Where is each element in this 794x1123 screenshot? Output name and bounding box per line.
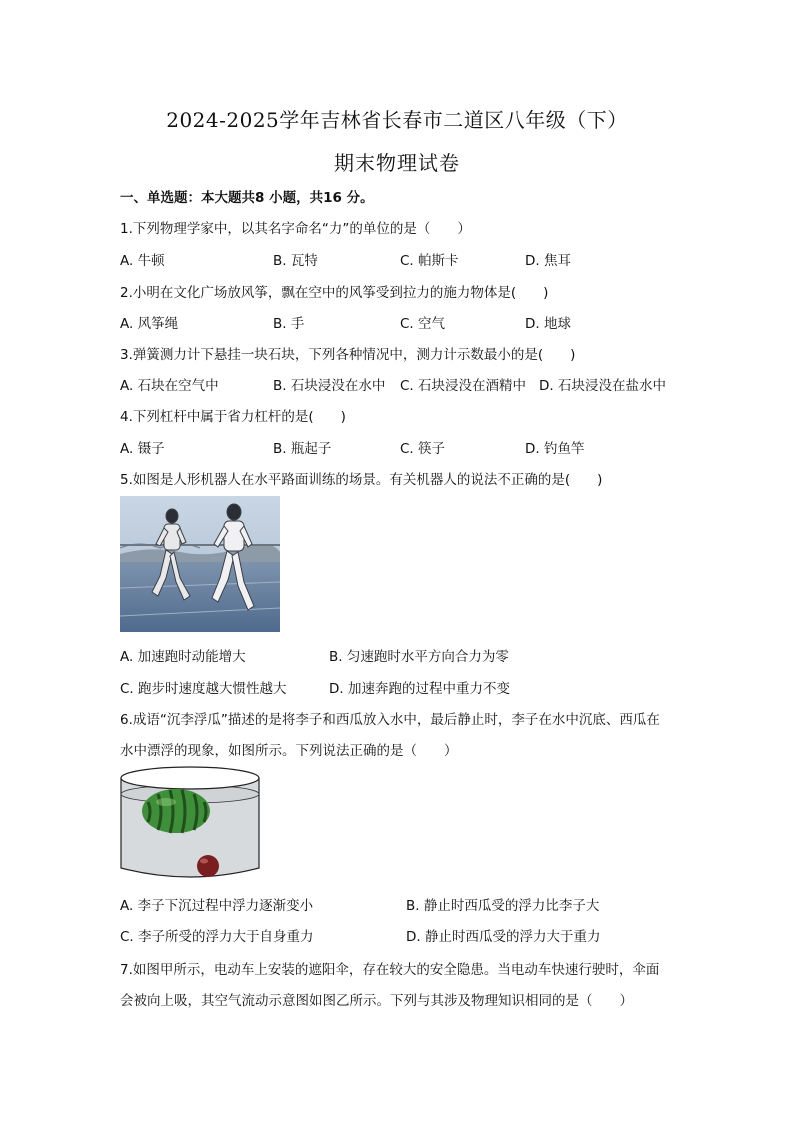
question-3-option-b: B. 石块浸没在水中 [273,378,386,394]
question-4-option-a: A. 镊子 [120,441,165,457]
question-1-option-d: D. 焦耳 [525,253,571,269]
question-2-stem: 2.小明在文化广场放风筝，飘在空中的风筝受到拉力的施力物体是( ) [120,285,549,301]
question-3-option-d: D. 石块浸没在盐水中 [539,378,666,394]
question-1-option-a: A. 牛顿 [120,253,165,269]
question-1-option-b: B. 瓦特 [273,253,318,269]
plum-icon [197,855,219,877]
question-2-option-d: D. 地球 [525,316,571,332]
question-6-option-a: A. 李子下沉过程中浮力逐渐变小 [120,898,314,914]
question-5-option-d: D. 加速奔跑的过程中重力不变 [329,681,510,697]
question-6-stem-line1: 6.成语“沉李浮瓜”描述的是将李子和西瓜放入水中，最后静止时，李子在水中沉底、西瓜在 [120,712,660,728]
question-5-option-b: B. 匀速跑时水平方向合力为零 [329,649,509,665]
question-4-option-c: C. 筷子 [400,441,446,457]
question-7-stem-line1: 7.如图甲所示，电动车上安装的遮阳伞，存在较大的安全隐患。当电动车快速行驶时，伞面 [120,962,660,978]
question-3-option-a: A. 石块在空气中 [120,378,219,394]
question-1-stem: 1.下列物理学家中，以其名字命名“力”的单位的是（ ） [120,221,471,237]
question-4-stem: 4.下列杠杆中属于省力杠杆的是( ) [120,409,346,425]
question-3-option-c: C. 石块浸没在酒精中 [400,378,527,394]
plum-and-watermelon-container-figure [118,764,262,882]
question-2-option-a: A. 风筝绳 [120,316,179,332]
question-2-option-b: B. 手 [273,316,305,332]
question-5-stem: 5.如图是人形机器人在水平路面训练的场景。有关机器人的说法不正确的是( ) [120,472,603,488]
question-4-option-b: B. 瓶起子 [273,441,332,457]
question-2-option-c: C. 空气 [400,316,446,332]
question-6-stem-line2: 水中漂浮的现象，如图所示。下列说法正确的是（ ） [120,743,458,759]
exam-subtitle: 期末物理试卷 [334,151,460,175]
question-6-option-d: D. 静止时西瓜受的浮力大于重力 [406,929,601,945]
question-5-option-a: A. 加速跑时动能增大 [120,649,246,665]
question-3-stem: 3.弹簧测力计下悬挂一块石块，下列各种情况中，测力计示数最小的是( ) [120,347,576,363]
question-6-option-c: C. 李子所受的浮力大于自身重力 [120,929,314,945]
question-4-option-d: D. 钓鱼竿 [525,441,585,457]
question-7-stem-line2: 会被向上吸，其空气流动示意图如图乙所示。下列与其涉及物理知识相同的是（ ） [120,993,633,1009]
question-6-option-b: B. 静止时西瓜受的浮力比李子大 [406,898,600,914]
question-5-option-c: C. 跑步时速度越大惯性越大 [120,681,287,697]
robot-running-photo [120,496,280,632]
question-1-option-c: C. 帕斯卡 [400,253,459,269]
section-heading: 一、单选题：本大题共8 小题，共16 分。 [120,190,374,206]
watermelon-icon [142,789,210,833]
exam-title: 2024-2025学年吉林省长春市二道区八年级（下） [166,108,628,132]
